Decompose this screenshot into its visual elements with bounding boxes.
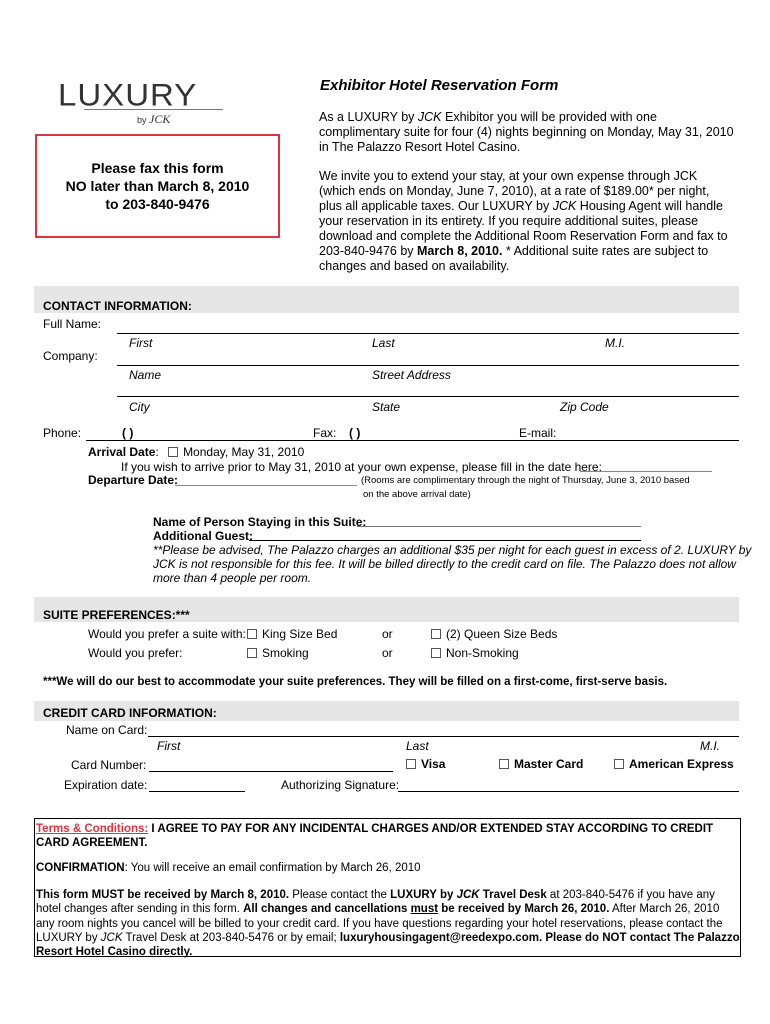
phone-area-code: ( ) bbox=[122, 426, 134, 440]
email-label: E-mail: bbox=[519, 426, 557, 440]
suite-preference-note: ***We will do our best to accommodate your suite preferences. They will be filled on a first-come, first-serve basis. bbox=[43, 676, 668, 688]
arrival-checkbox[interactable] bbox=[168, 447, 178, 457]
amex-checkbox[interactable] bbox=[614, 759, 624, 769]
city-state-zip-line[interactable] bbox=[117, 396, 739, 397]
state-caption: State bbox=[372, 400, 401, 414]
company-line[interactable] bbox=[117, 365, 739, 366]
confirmation-note: CONFIRMATION: You will receive an email confirmation by March 26, 2010 bbox=[36, 862, 421, 874]
zip-caption: Zip Code bbox=[560, 400, 609, 414]
card-number-line[interactable] bbox=[149, 771, 393, 772]
fax-deadline-box bbox=[35, 134, 280, 238]
terms-statement: Terms & Conditions: I AGREE TO PAY FOR ANY INCIDENTAL CHARGES AND/OR EXTENDED STAY ACCORDING TO CREDIT CARD AGREEMENT. bbox=[36, 823, 714, 849]
amex-option[interactable]: American Express bbox=[614, 757, 734, 771]
fax-line-3: to 203-840-9476 bbox=[105, 196, 210, 212]
arrival-row: Arrival Date: Monday, May 31, 2010 bbox=[88, 445, 305, 459]
departure-note-1: (Rooms are complimentary through the night of Thursday, June 3, 2010 based bbox=[361, 475, 690, 486]
suite-heading: SUITE PREFERENCES:*** bbox=[43, 608, 190, 622]
card-mi-caption: M.I. bbox=[700, 739, 720, 753]
logo-by-jck: by JCK bbox=[137, 112, 171, 126]
visa-option[interactable]: Visa bbox=[406, 757, 445, 771]
intro-paragraph-1: As a LUXURY by JCK Exhibitor you will be provided with one complimentary suite for four (4) nights beginning on Monday, May 31, 2010 in The Palazzo Resort Hotel Casino. bbox=[319, 110, 734, 154]
non-smoking-checkbox[interactable] bbox=[431, 648, 441, 658]
early-arrival-note: If you wish to arrive prior to May 31, 2010 at your own expense, please fill in the date here: bbox=[121, 460, 602, 474]
last-name-caption: Last bbox=[372, 336, 395, 350]
fax-line-2: NO later than March 8, 2010 bbox=[65, 178, 250, 194]
visa-checkbox[interactable] bbox=[406, 759, 416, 769]
full-name-label: Full Name: bbox=[43, 317, 102, 331]
full-name-line[interactable] bbox=[117, 333, 739, 334]
suite-or-2: or bbox=[382, 646, 393, 660]
company-name-caption: Name bbox=[129, 368, 162, 382]
additional-guest-line[interactable] bbox=[249, 540, 641, 541]
housing-email[interactable]: luxuryhousingagent@reedexpo.com. bbox=[339, 931, 543, 944]
signature-line[interactable] bbox=[398, 791, 739, 792]
company-label: Company: bbox=[43, 349, 98, 363]
mastercard-checkbox[interactable] bbox=[499, 759, 509, 769]
king-bed-option[interactable]: King Size Bed bbox=[247, 627, 337, 641]
suite-or-1: or bbox=[382, 627, 393, 641]
early-arrival-date-line[interactable] bbox=[580, 471, 712, 472]
intro-paragraph-2: We invite you to extend your stay, at your own expense through JCK (which ends on Monday, June 7, 2010), at a rate of $189.00* per night, plus all applicable taxes. Our LUXURY by JCK Housing Agent will handle your reservation in its entirety. If you require additional suites, please download and complete the Additional Room Reservation Form and fax to 203-840-9476 by March 8, 2010. * Additional suite rates are subject to changes and based on availability. bbox=[319, 169, 728, 273]
guest-fee-note: **Please be advised, The Palazzo charges an additional $35 per night for each guest in excess of 2. LUXURY by JCK is not responsible for this fee. It will be billed directly to the credit card on file. The Palazzo does not allow more than 4 people per room. bbox=[153, 543, 752, 585]
mi-caption: M.I. bbox=[605, 336, 625, 350]
additional-guest-label: Additional Guest: bbox=[153, 529, 253, 543]
mastercard-option[interactable]: Master Card bbox=[499, 757, 583, 771]
card-number-label: Card Number: bbox=[71, 758, 147, 772]
final-instructions: This form MUST be received by March 8, 2010. Please contact the LUXURY by JCK Travel Desk at 203-840-5476 if you have any hotel changes after sending in this form. All changes and cancellations must be received by March 26, 2010. After March 26, 2010 any room nights you cancel will be billed to your credit card. If you have questions regarding your hotel reservations, please contact the LUXURY by JCK Travel Desk at 203-840-5476 or by email; luxuryhousingagent@reedexpo.com. Please do NOT contact The Palazzo Resort Hotel Casino directly. bbox=[36, 889, 740, 959]
departure-note-2: on the above arrival date) bbox=[363, 489, 471, 500]
street-address-caption: Street Address bbox=[372, 368, 451, 382]
phone-fax-email-line[interactable] bbox=[86, 440, 739, 441]
terms-label: Terms & Conditions: bbox=[36, 823, 149, 835]
staying-name-line[interactable] bbox=[357, 526, 641, 527]
card-heading: CREDIT CARD INFORMATION: bbox=[43, 706, 217, 720]
signature-label: Authorizing Signature: bbox=[281, 778, 400, 792]
expiration-line[interactable] bbox=[149, 791, 245, 792]
queen-beds-option[interactable]: (2) Queen Size Beds bbox=[431, 627, 557, 641]
expiration-label: Expiration date: bbox=[64, 778, 148, 792]
phone-label: Phone: bbox=[43, 426, 82, 440]
luxury-logo: LUXURY bbox=[58, 76, 198, 113]
departure-date-line[interactable] bbox=[175, 485, 357, 486]
suite-bed-question: Would you prefer a suite with: bbox=[88, 627, 246, 641]
smoking-question: Would you prefer: bbox=[88, 646, 183, 660]
arrival-value: Monday, May 31, 2010 bbox=[183, 445, 305, 459]
fax-line-1: Please fax this form bbox=[91, 160, 224, 176]
name-on-card-label: Name on Card: bbox=[66, 723, 148, 737]
logo-divider bbox=[84, 109, 223, 110]
smoking-checkbox[interactable] bbox=[247, 648, 257, 658]
smoking-option[interactable]: Smoking bbox=[247, 646, 309, 660]
contact-heading: CONTACT INFORMATION: bbox=[43, 299, 192, 313]
arrival-label: Arrival Date bbox=[88, 445, 156, 459]
card-last-caption: Last bbox=[406, 739, 429, 753]
card-first-caption: First bbox=[157, 739, 181, 753]
king-bed-checkbox[interactable] bbox=[247, 629, 257, 639]
fax-area-code: ( ) bbox=[349, 426, 361, 440]
non-smoking-option[interactable]: Non-Smoking bbox=[431, 646, 519, 660]
fax-label: Fax: bbox=[313, 426, 337, 440]
departure-label: Departure Date: bbox=[88, 473, 179, 487]
staying-label: Name of Person Staying in this Suite: bbox=[153, 515, 367, 529]
name-on-card-line[interactable] bbox=[148, 736, 739, 737]
form-title: Exhibitor Hotel Reservation Form bbox=[320, 77, 559, 94]
queen-beds-checkbox[interactable] bbox=[431, 629, 441, 639]
city-caption: City bbox=[129, 400, 150, 414]
first-name-caption: First bbox=[129, 336, 153, 350]
